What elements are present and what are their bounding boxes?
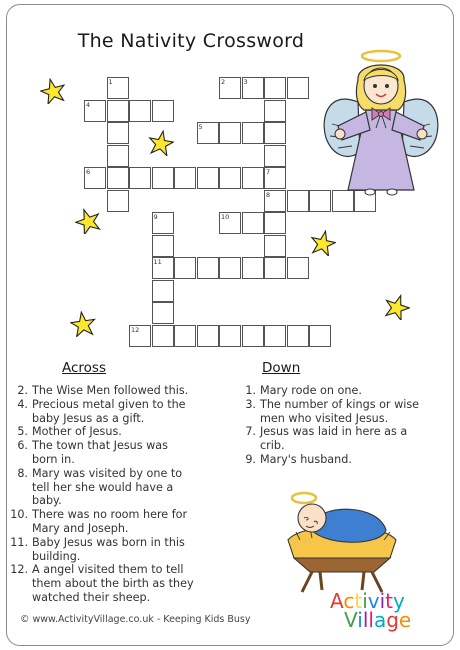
clue-text <box>260 398 419 426</box>
clue-number-9: 9 <box>153 213 158 221</box>
crossword-cell[interactable] <box>287 77 309 99</box>
clue-number: 3. <box>245 397 256 411</box>
across-clue <box>8 439 168 467</box>
crossword-cell[interactable] <box>152 302 174 324</box>
clue-line: watched their sheep. <box>32 590 151 604</box>
crossword-cell[interactable] <box>174 257 196 279</box>
clue-line: Mother of Jesus. <box>32 425 122 439</box>
down-clue <box>236 425 407 453</box>
crossword-cell[interactable] <box>152 325 174 347</box>
clue-line: Jesus was laid in here as a <box>260 425 408 439</box>
clue-line: Mary rode on one. <box>260 384 362 397</box>
star-icon <box>75 208 101 234</box>
clue-line: Mary's husband. <box>260 453 352 466</box>
crossword-cell[interactable] <box>107 167 129 189</box>
across-clue <box>8 425 122 439</box>
clue-line: crib. <box>260 439 285 453</box>
across-clue <box>8 563 194 604</box>
angel-illustration <box>318 40 450 200</box>
crossword-cell[interactable] <box>107 122 129 144</box>
crossword-cell[interactable] <box>219 325 241 347</box>
clue-number-8: 8 <box>266 190 271 199</box>
baby-in-manger-illustration <box>282 486 402 596</box>
clue-text <box>260 425 407 453</box>
clue-line: tell her she would have a <box>32 480 174 494</box>
star-icon <box>148 130 174 156</box>
star-icon <box>40 78 66 104</box>
crossword-cell[interactable] <box>264 212 286 234</box>
crossword-cell[interactable] <box>264 235 286 257</box>
crossword-cell[interactable] <box>152 167 174 189</box>
clue-number-6: 6 <box>86 168 91 176</box>
crossword-cell[interactable] <box>287 257 309 279</box>
crossword-cell[interactable] <box>264 122 286 144</box>
across-clue <box>8 398 186 426</box>
clue-number: 8. <box>17 466 28 480</box>
clue-line: Baby Jesus was born in this <box>32 535 185 549</box>
clue-text <box>260 453 352 467</box>
star-icon <box>70 311 96 337</box>
clue-text <box>32 536 185 564</box>
down-clue <box>236 453 352 467</box>
clue-line: The Wise Men followed this. <box>32 384 189 397</box>
crossword-cell[interactable] <box>242 212 264 234</box>
crossword-cell[interactable] <box>264 100 286 122</box>
clue-number-10: 10 <box>221 213 230 221</box>
crossword-cell[interactable] <box>219 167 241 189</box>
clue-text <box>32 398 186 426</box>
across-clue <box>8 467 182 508</box>
crossword-cell[interactable] <box>107 190 129 212</box>
crossword-cell[interactable] <box>197 325 219 347</box>
crossword-cell[interactable] <box>174 325 196 347</box>
crossword-cell[interactable] <box>197 167 219 189</box>
clue-line: The number of kings or wise <box>260 397 420 411</box>
clue-line: them about the birth as they <box>32 577 194 591</box>
clue-number-5: 5 <box>198 123 203 131</box>
down-clue <box>236 384 362 398</box>
crossword-cell[interactable] <box>242 167 264 189</box>
clue-text <box>32 425 122 439</box>
crossword-cell[interactable] <box>174 167 196 189</box>
crossword-cell[interactable] <box>152 280 174 302</box>
clue-number-4: 4 <box>86 100 91 109</box>
clue-number-11: 11 <box>153 258 162 266</box>
clue-text <box>260 384 362 398</box>
crossword-cell[interactable] <box>152 100 174 122</box>
clue-line: There was no room here for <box>32 508 188 522</box>
crossword-cell[interactable] <box>152 235 174 257</box>
clue-number: 6. <box>17 439 28 453</box>
crossword-cell[interactable] <box>264 325 286 347</box>
crossword-cell[interactable] <box>219 257 241 279</box>
clue-number: 5. <box>17 425 28 439</box>
clue-line: baby. <box>32 494 62 508</box>
star-icon <box>310 230 336 256</box>
clue-number: 12. <box>10 563 28 577</box>
clue-number: 7. <box>245 425 256 439</box>
down-clue <box>236 398 419 426</box>
crossword-cell[interactable] <box>197 257 219 279</box>
crossword-cell[interactable] <box>107 100 129 122</box>
clue-number-1: 1 <box>108 78 113 86</box>
across-heading: Across <box>62 360 107 376</box>
crossword-cell[interactable] <box>287 190 309 212</box>
clue-line: Mary was visited by one to <box>32 466 183 480</box>
clue-number-3: 3 <box>243 78 248 86</box>
crossword-cell[interactable] <box>242 257 264 279</box>
clue-text <box>32 508 187 536</box>
crossword-cell[interactable] <box>287 325 309 347</box>
clue-line: baby Jesus as a gift. <box>32 411 145 425</box>
page-title: The Nativity Crossword <box>77 30 305 52</box>
across-clue <box>8 536 185 564</box>
clue-line: building. <box>32 549 81 563</box>
down-heading: Down <box>262 360 301 376</box>
crossword-cell[interactable] <box>242 325 264 347</box>
clue-line: A angel visited them to tell <box>32 563 184 577</box>
across-clue <box>8 508 187 536</box>
clue-line: born in. <box>32 452 75 466</box>
crossword-cell[interactable] <box>129 100 151 122</box>
crossword-cell[interactable] <box>129 167 151 189</box>
clue-number: 4. <box>17 397 28 411</box>
crossword-cell[interactable] <box>264 257 286 279</box>
clue-number: 11. <box>10 535 28 549</box>
crossword-cell[interactable] <box>264 77 286 99</box>
clue-text <box>32 384 188 398</box>
clue-number-12: 12 <box>131 325 140 334</box>
crossword-cell[interactable] <box>242 122 264 144</box>
star-icon <box>384 294 410 320</box>
clue-line: Mary and Joseph. <box>32 521 129 535</box>
clue-number-2: 2 <box>221 78 226 86</box>
across-clue <box>8 384 188 398</box>
copyright-footer: © www.ActivityVillage.co.uk - Keeping Kids Busy <box>20 614 251 625</box>
clue-number: 2. <box>17 384 28 397</box>
clue-line: The town that Jesus was <box>32 439 168 453</box>
clue-text <box>32 439 168 467</box>
clue-number: 9. <box>245 453 256 466</box>
crossword-cell[interactable] <box>107 145 129 167</box>
clue-line: men who visited Jesus. <box>260 411 389 425</box>
crossword-cell[interactable] <box>309 325 331 347</box>
clue-text <box>32 563 194 604</box>
clue-number-7: 7 <box>266 168 271 176</box>
clue-number: 1. <box>245 384 256 397</box>
clue-text <box>32 467 182 508</box>
activity-village-logo: Activity Village <box>330 589 412 632</box>
clue-number: 10. <box>10 508 28 522</box>
clue-line: Precious metal given to the <box>32 397 186 411</box>
crossword-cell[interactable] <box>264 145 286 167</box>
crossword-cell[interactable] <box>219 122 241 144</box>
